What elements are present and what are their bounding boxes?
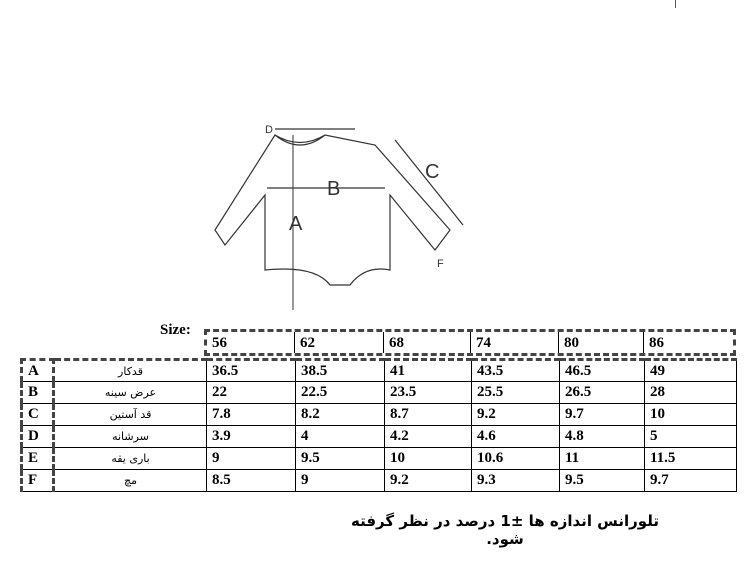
- table-row: [22, 404, 737, 426]
- row-name: قد آستین: [54, 404, 207, 426]
- row-name: عرض سینه: [54, 382, 207, 404]
- cell-value: 9: [296, 470, 385, 492]
- row-key: F: [22, 470, 54, 492]
- cell-value: 5: [645, 426, 737, 448]
- cell-value: 49: [645, 360, 737, 382]
- table-row: [22, 382, 737, 404]
- cell-value: 8.5: [207, 470, 296, 492]
- cell-value: 9.5: [560, 470, 645, 492]
- label-c: C: [425, 161, 440, 183]
- row-name: قدکار: [54, 360, 207, 382]
- size-header: 62: [295, 332, 384, 353]
- cell-value: 4: [296, 426, 385, 448]
- row-key: D: [22, 426, 54, 448]
- size-label: Size:: [160, 322, 191, 338]
- row-key: A: [22, 360, 54, 382]
- label-a: A: [289, 213, 303, 235]
- size-header: 56: [207, 332, 295, 353]
- cell-value: 11: [560, 448, 645, 470]
- cell-value: 10.6: [472, 448, 560, 470]
- size-header: 80: [559, 332, 644, 353]
- cell-value: 11.5: [645, 448, 737, 470]
- table-row: [22, 448, 737, 470]
- cell-value: 4.6: [472, 426, 560, 448]
- cell-value: 10: [645, 404, 737, 426]
- cell-value: 26.5: [560, 382, 645, 404]
- row-key: E: [22, 448, 54, 470]
- cell-value: 4.8: [560, 426, 645, 448]
- size-header-row: [204, 329, 736, 356]
- size-header: 68: [384, 332, 471, 353]
- cell-value: 22.5: [296, 382, 385, 404]
- cell-value: 9.7: [645, 470, 737, 492]
- cell-value: 10: [385, 448, 472, 470]
- row-key: B: [22, 382, 54, 404]
- size-header: 86: [649, 335, 664, 351]
- cell-value: 9: [207, 448, 296, 470]
- cell-value: 23.5: [385, 382, 472, 404]
- tolerance-note: تلورانس اندازه ها ±1 درصد در نظر گرفته شود.: [351, 512, 659, 548]
- size-table: [20, 358, 737, 492]
- cell-value: 3.9: [207, 426, 296, 448]
- cell-value: 28: [645, 382, 737, 404]
- table-row: [22, 360, 737, 382]
- bodysuit-diagram: [205, 115, 475, 315]
- cell-value: 7.8: [207, 404, 296, 426]
- cell-value: 9.3: [472, 470, 560, 492]
- cell-value: 25.5: [472, 382, 560, 404]
- label-b: B: [327, 178, 341, 200]
- row-name: مچ: [54, 470, 207, 492]
- cell-value: 41: [385, 360, 472, 382]
- label-d: D: [265, 124, 273, 136]
- size-header: 74: [471, 332, 559, 353]
- divider: [675, 0, 676, 8]
- cell-value: 36.5: [207, 360, 296, 382]
- cell-value: 38.5: [296, 360, 385, 382]
- cell-value: 43.5: [472, 360, 560, 382]
- row-name: باری یقه: [54, 448, 207, 470]
- label-f: F: [437, 258, 444, 270]
- cell-value: 22: [207, 382, 296, 404]
- cell-value: 46.5: [560, 360, 645, 382]
- cell-value: 8.2: [296, 404, 385, 426]
- row-key: C: [22, 404, 54, 426]
- cell-value: 9.2: [385, 470, 472, 492]
- table-row: [22, 470, 737, 492]
- cell-value: 9.2: [472, 404, 560, 426]
- cell-value: 8.7: [385, 404, 472, 426]
- table-row: [22, 426, 737, 448]
- cell-value: 9.7: [560, 404, 645, 426]
- cell-value: 9.5: [296, 448, 385, 470]
- row-name: سرشانه: [54, 426, 207, 448]
- cell-value: 4.2: [385, 426, 472, 448]
